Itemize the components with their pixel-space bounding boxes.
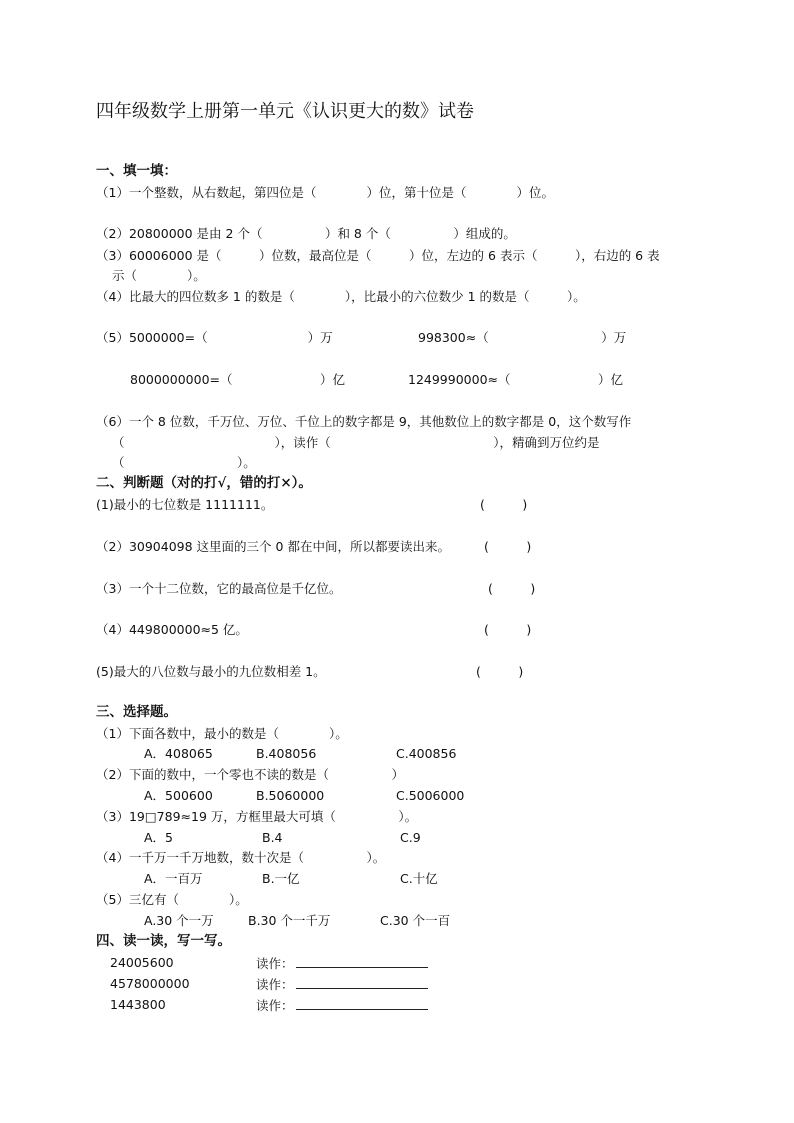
s2-item-3: （3）一个十二位数，它的最高位是千亿位。 xyxy=(96,581,342,596)
s2-item-2-blank[interactable]: ( ) xyxy=(484,539,532,554)
s2-item-1-blank[interactable]: ( ) xyxy=(480,497,528,512)
s1-question-5a-right: 998300≈（ ）万 xyxy=(418,330,627,345)
s3-q4-option-b[interactable]: B.一亿 xyxy=(262,871,300,886)
s4-number-3: 1443800 xyxy=(110,997,166,1012)
s1-question-6b: （ ），读作（ ），精确到万位约是 xyxy=(112,435,600,450)
s4-number-1: 24005600 xyxy=(110,955,174,970)
s2-item-5: (5)最大的八位数与最小的九位数相差 1。 xyxy=(96,664,326,679)
s4-label-2: 读作： xyxy=(256,977,294,992)
s3-q2-option-c[interactable]: C.5006000 xyxy=(396,788,465,803)
s3-q1-option-b[interactable]: B.408056 xyxy=(256,746,317,761)
s4-answer-line-3[interactable] xyxy=(296,997,428,1010)
s3-question-1: （1）下面各数中，最小的数是（ ）。 xyxy=(96,726,348,741)
s1-question-5b-right: 1249990000≈（ ）亿 xyxy=(408,372,624,387)
s3-q2-option-a[interactable]: A．500600 xyxy=(144,788,213,803)
s4-answer-3[interactable] xyxy=(256,997,428,1014)
s1-question-3b: 示（ ）。 xyxy=(112,268,206,283)
s3-q4-option-a[interactable]: A．一百万 xyxy=(144,871,203,886)
s4-number-2: 4578000000 xyxy=(110,976,190,991)
s1-question-6a: （6）一个 8 位数，千万位、万位、千位上的数字都是 9，其他数位上的数字都是 0，这个数写作 xyxy=(96,414,632,429)
s3-q5-option-a[interactable]: A.30 个一万 xyxy=(144,913,214,928)
s1-question-4: （4）比最大的四位数多 1 的数是（ ），比最小的六位数少 1 的数是（ ）。 xyxy=(96,289,586,304)
s3-q4-option-c[interactable]: C.十亿 xyxy=(400,871,438,886)
s1-question-5a-left: （5）5000000=（ ）万 xyxy=(96,330,333,345)
s3-q3-option-c[interactable]: C.9 xyxy=(400,830,421,845)
s4-label-3: 读作： xyxy=(256,998,294,1013)
s2-item-2: （2）30904098 这里面的三个 0 都在中间，所以都要读出来。 xyxy=(96,539,450,554)
s2-item-1: (1)最小的七位数是 1111111。 xyxy=(96,497,274,512)
s3-q1-option-a[interactable]: A．408065 xyxy=(144,746,213,761)
s2-item-3-blank[interactable]: ( ) xyxy=(488,581,536,596)
s4-answer-line-1[interactable] xyxy=(296,955,428,968)
s1-question-3a: （3）60006000 是（ ）位数，最高位是（ ）位，左边的 6 表示（ ），右边的 6 表 xyxy=(96,248,660,263)
s3-q3-option-b[interactable]: B.4 xyxy=(262,830,283,845)
s2-item-4-blank[interactable]: ( ) xyxy=(484,622,532,637)
section-3-heading: 三、选择题。 xyxy=(96,704,177,720)
s3-q5-option-b[interactable]: B.30 个一千万 xyxy=(248,913,331,928)
s4-answer-line-2[interactable] xyxy=(296,976,428,989)
s3-q3-option-a[interactable]: A．5 xyxy=(144,830,174,845)
s3-question-3: （3）19□789≈19 万，方框里最大可填（ ）。 xyxy=(96,809,418,824)
s3-q2-option-b[interactable]: B.5060000 xyxy=(256,788,325,803)
s4-answer-1[interactable] xyxy=(256,955,428,972)
s3-question-4: （4）一千万一千万地数，数十次是（ ）。 xyxy=(96,850,386,865)
s3-q1-option-c[interactable]: C.400856 xyxy=(396,746,457,761)
page-title: 四年级数学上册第一单元《认识更大的数》试卷 xyxy=(96,101,474,122)
s1-question-2: （2）20800000 是由 2 个（ ）和 8 个（ ）组成的。 xyxy=(96,226,516,241)
s2-item-5-blank[interactable]: ( ) xyxy=(476,664,524,679)
s4-answer-2[interactable] xyxy=(256,976,428,993)
s2-item-4: （4）449800000≈5 亿。 xyxy=(96,622,248,637)
s3-question-2: （2）下面的数中，一个零也不读的数是（ ） xyxy=(96,767,404,782)
s3-question-5: （5）三亿有（ ）。 xyxy=(96,892,248,907)
s1-question-1: （1）一个整数，从右数起，第四位是（ ）位，第十位是（ ）位。 xyxy=(96,185,554,200)
section-2-heading: 二、判断题（对的打√，错的打×）。 xyxy=(96,475,312,491)
section-4-heading: 四、读一读，写一写。 xyxy=(96,933,231,949)
s4-label-1: 读作： xyxy=(256,956,294,971)
s1-question-6c: （ ）。 xyxy=(112,455,256,470)
s1-question-5b-left: 8000000000=（ ）亿 xyxy=(130,372,346,387)
section-1-heading: 一、填一填： xyxy=(96,163,177,179)
s3-q5-option-c[interactable]: C.30 个一百 xyxy=(380,913,451,928)
